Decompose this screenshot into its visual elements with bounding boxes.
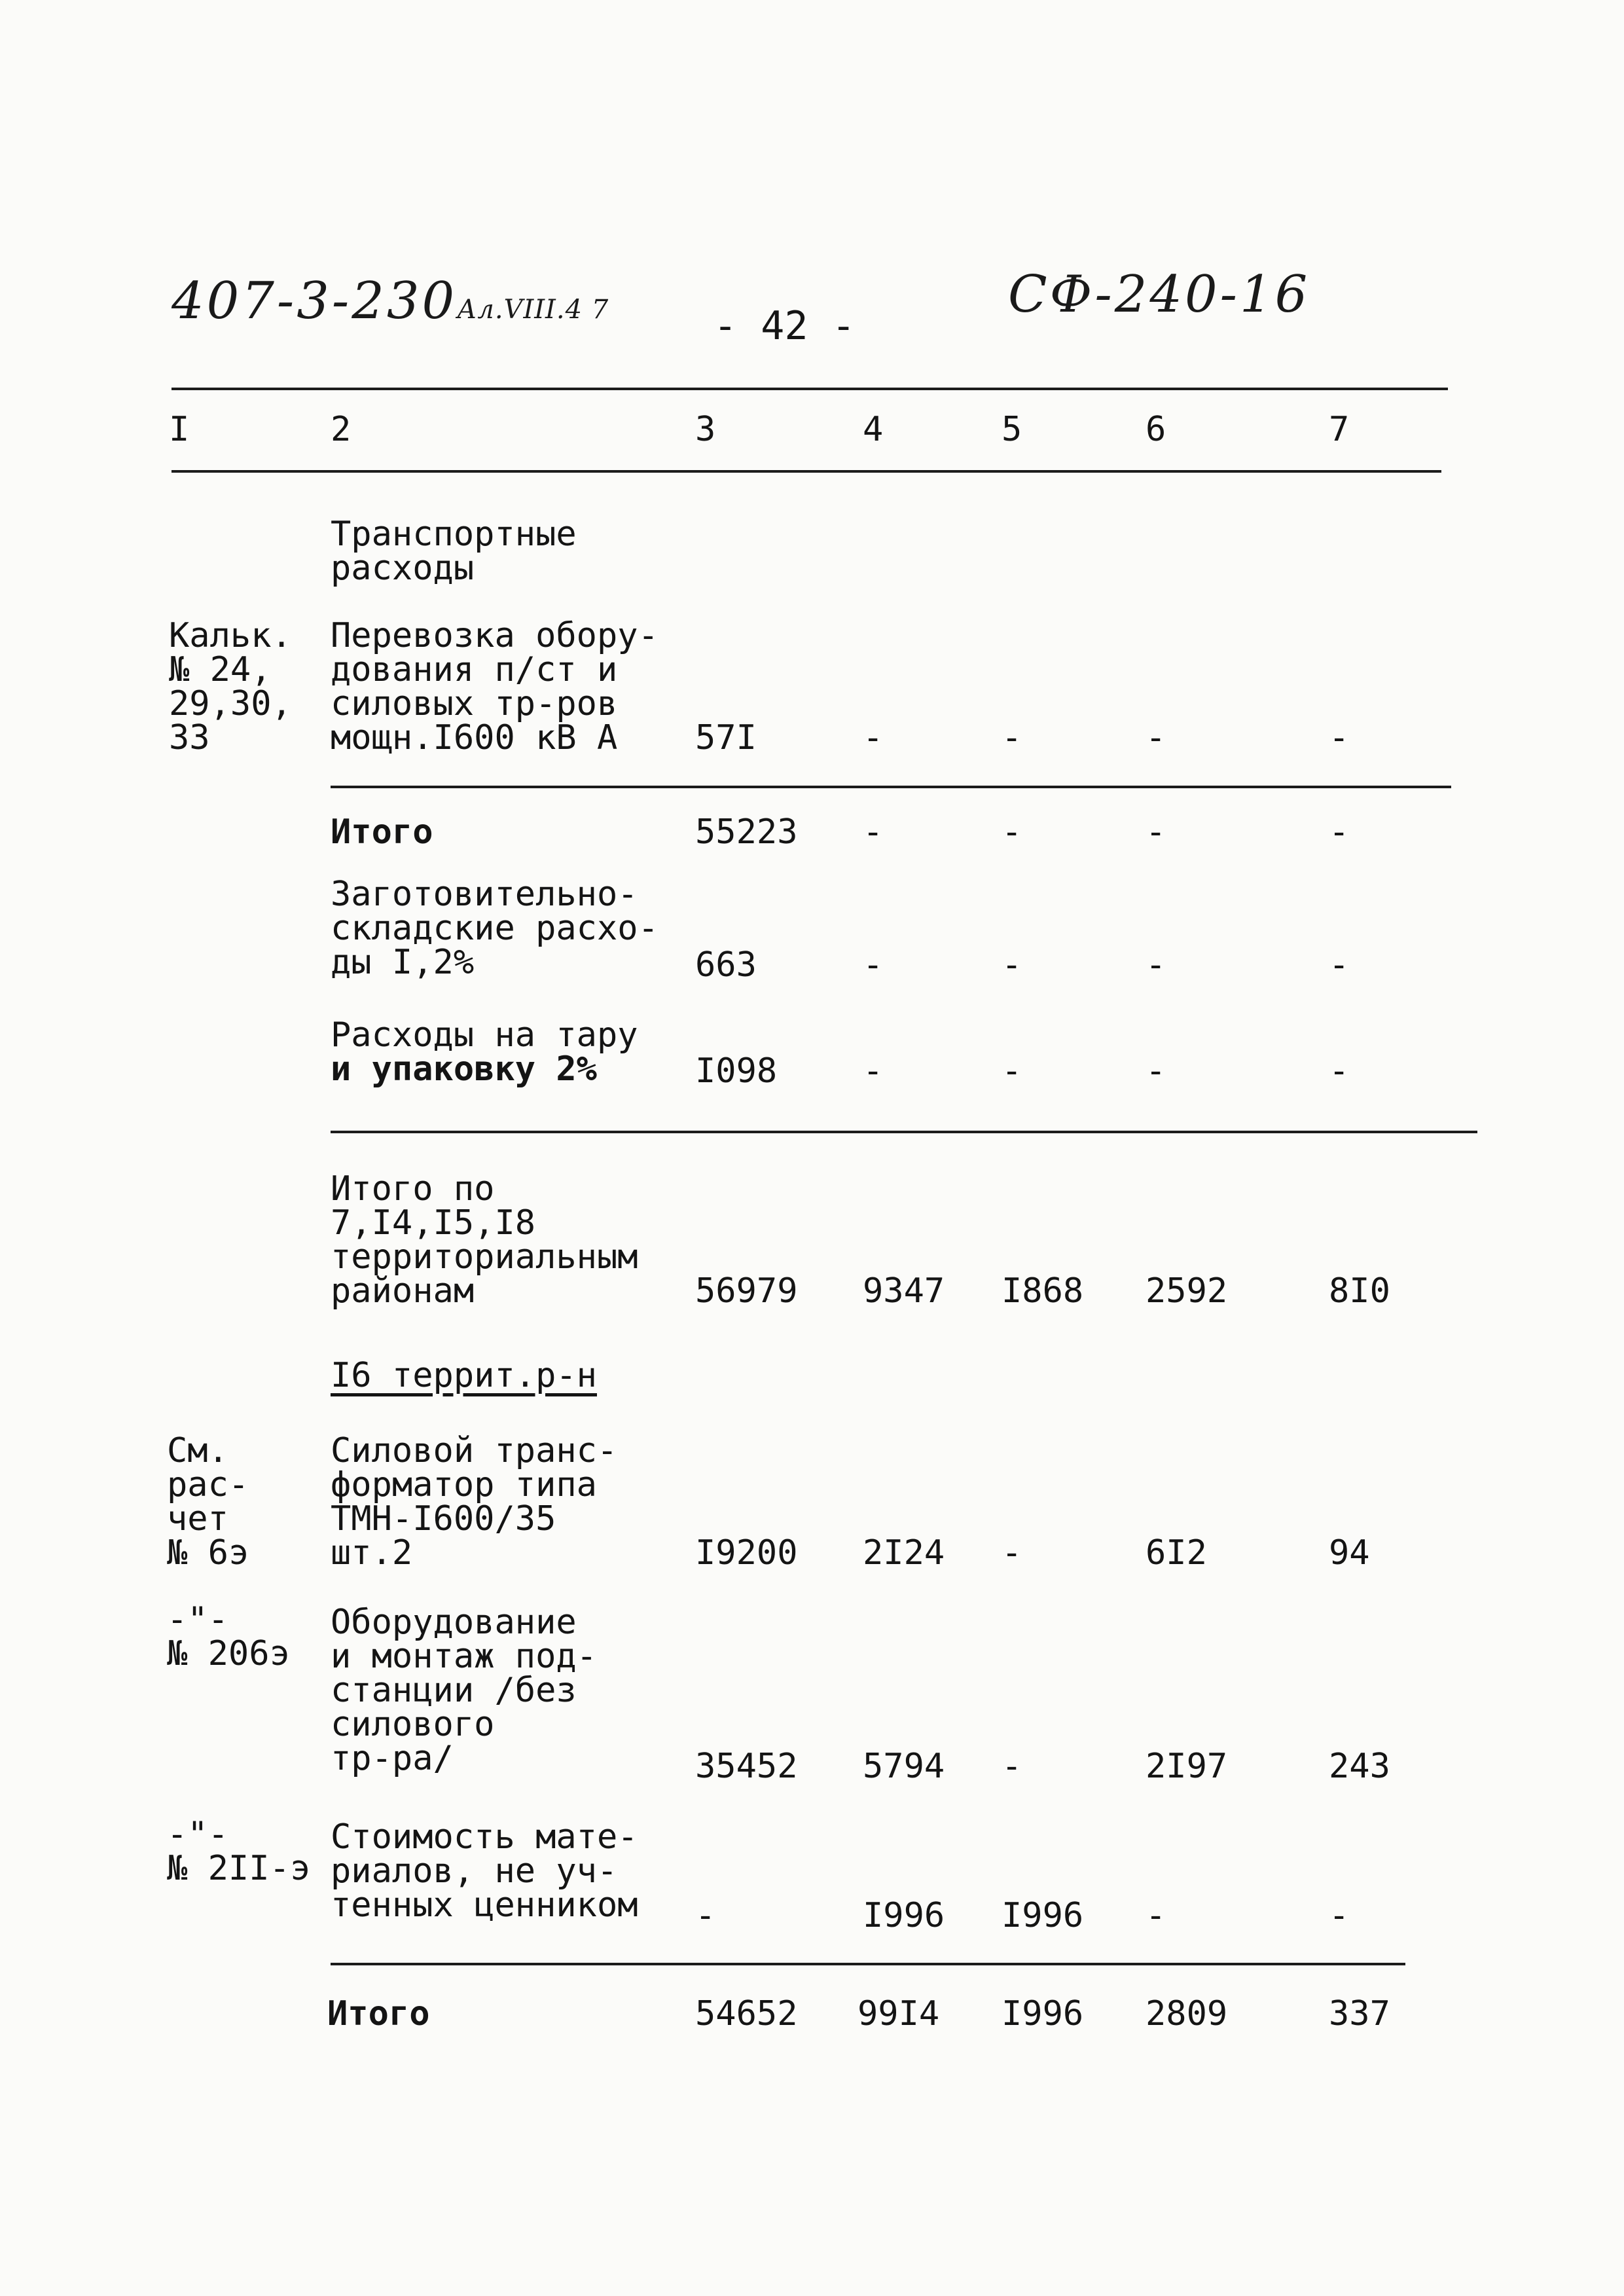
cell-col6: 2I97 bbox=[1146, 1747, 1228, 1786]
cell-col6: - bbox=[1146, 718, 1166, 757]
column-header: 2 bbox=[331, 410, 352, 449]
cell-col6: - bbox=[1146, 1051, 1166, 1091]
album-reference: Ал.VIII.4 7 bbox=[457, 295, 609, 325]
cell-col7: - bbox=[1329, 1051, 1350, 1091]
row-description-line: мощн.I600 кВ А bbox=[331, 718, 618, 757]
cell-col7: - bbox=[1329, 1896, 1350, 1935]
row-description-line: дования п/ст и bbox=[331, 650, 618, 689]
cell-col7: 94 bbox=[1329, 1533, 1370, 1573]
row-description-line: тр-ра/ bbox=[331, 1739, 454, 1778]
row-description-line: Оборудование bbox=[331, 1603, 577, 1642]
cell-col3: 35452 bbox=[695, 1747, 798, 1786]
row-reference-line: 29,30, bbox=[169, 684, 292, 723]
row-description-line: районам bbox=[331, 1271, 475, 1311]
row-reference-line: 33 bbox=[169, 718, 210, 757]
section-rule bbox=[331, 1131, 1477, 1133]
cell-col5: - bbox=[1001, 945, 1022, 985]
cell-col7: - bbox=[1329, 812, 1350, 852]
cell-col6: - bbox=[1146, 812, 1166, 852]
table-header-rule bbox=[171, 470, 1441, 473]
row-description-line: Перевозка обору- bbox=[331, 616, 659, 655]
row-description-line: форматор типа bbox=[331, 1465, 597, 1504]
cell-col5: I868 bbox=[1001, 1271, 1084, 1311]
cell-col3: 55223 bbox=[695, 812, 798, 852]
cell-col3: 56979 bbox=[695, 1271, 798, 1311]
cell-col4: 2I24 bbox=[863, 1533, 945, 1573]
total-rule bbox=[331, 1963, 1405, 1965]
row-description-line: Итого bbox=[327, 1994, 430, 2033]
cell-col6: - bbox=[1146, 945, 1166, 985]
row-description-line: территориальным bbox=[331, 1237, 638, 1277]
cell-col6: 6I2 bbox=[1146, 1533, 1207, 1573]
row-reference-line: Кальк. bbox=[169, 616, 292, 655]
row-reference-line: -"- bbox=[167, 1600, 228, 1639]
row-description-line: Стоимость мате- bbox=[331, 1817, 638, 1857]
cell-col5: - bbox=[1001, 1747, 1022, 1786]
cell-col5: - bbox=[1001, 1051, 1022, 1091]
cell-col5: I996 bbox=[1001, 1896, 1084, 1935]
document-code: 407-3-230 bbox=[171, 272, 458, 331]
cell-col5: - bbox=[1001, 1533, 1022, 1573]
row-reference-line: рас- bbox=[167, 1465, 249, 1504]
cell-col7: - bbox=[1329, 945, 1350, 985]
subtotal-rule bbox=[331, 786, 1451, 788]
row-reference-line: № 2II-э bbox=[167, 1849, 311, 1888]
row-description-line: и монтаж под- bbox=[331, 1637, 597, 1676]
row-description-line: риалов, не уч- bbox=[331, 1851, 618, 1891]
column-header: I bbox=[169, 410, 190, 449]
row-reference-line: № 206э bbox=[167, 1634, 290, 1673]
cell-col7: 337 bbox=[1329, 1994, 1390, 2033]
column-header: 5 bbox=[1001, 410, 1022, 449]
cell-col4: - bbox=[863, 718, 884, 757]
row-description-line: ТМН-I600/35 bbox=[331, 1499, 556, 1539]
cell-col5: - bbox=[1001, 812, 1022, 852]
row-description-line: 7,I4,I5,I8 bbox=[331, 1203, 536, 1243]
cell-col3: I098 bbox=[695, 1051, 778, 1091]
cell-col3: 54652 bbox=[695, 1994, 798, 2033]
row-description-line: и упаковку 2% bbox=[331, 1049, 597, 1089]
row-description-line: тенных ценником bbox=[331, 1886, 638, 1925]
row-description-line: Расходы на тару bbox=[331, 1015, 638, 1055]
cell-col6: 2809 bbox=[1146, 1994, 1228, 2033]
column-header: 3 bbox=[695, 410, 716, 449]
row-description-line: Итого bbox=[331, 812, 433, 852]
page-number: - 42 - bbox=[713, 303, 856, 349]
section-heading: I6 террит.р-н bbox=[331, 1356, 597, 1395]
row-description-line: расходы bbox=[331, 549, 475, 588]
row-description-line: Силовой транс- bbox=[331, 1431, 618, 1470]
row-description-line: Транспортные bbox=[331, 515, 577, 554]
row-reference-line: чет bbox=[167, 1499, 228, 1539]
column-header: 4 bbox=[863, 410, 884, 449]
cell-col6: 2592 bbox=[1146, 1271, 1228, 1311]
cell-col4: 99I4 bbox=[857, 1994, 940, 2033]
row-reference-line: -"- bbox=[167, 1815, 228, 1854]
cell-col3: 663 bbox=[695, 945, 757, 985]
cell-col7: 243 bbox=[1329, 1747, 1390, 1786]
row-description-line: силового bbox=[331, 1705, 495, 1744]
column-header: 6 bbox=[1146, 410, 1166, 449]
cell-col6: - bbox=[1146, 1896, 1166, 1935]
row-reference-line: См. bbox=[167, 1431, 228, 1470]
row-description-line: шт.2 bbox=[331, 1533, 413, 1573]
row-description-line: станции /без bbox=[331, 1671, 577, 1710]
row-description-line: ды I,2% bbox=[331, 943, 475, 982]
document-code-right: СФ-240-16 bbox=[1008, 265, 1310, 324]
document-code-left bbox=[171, 272, 609, 336]
cell-col4: I996 bbox=[863, 1896, 945, 1935]
row-reference-line: № 24, bbox=[169, 650, 272, 689]
cell-col4: - bbox=[863, 945, 884, 985]
cell-col5: - bbox=[1001, 718, 1022, 757]
row-reference-line: № 6э bbox=[167, 1533, 249, 1573]
cell-col4: - bbox=[863, 812, 884, 852]
column-header: 7 bbox=[1329, 410, 1350, 449]
cell-col3: - bbox=[695, 1896, 716, 1935]
table-top-rule bbox=[171, 388, 1448, 390]
cell-col5: I996 bbox=[1001, 1994, 1084, 2033]
row-description-line: складские расхо- bbox=[331, 909, 659, 948]
row-description-line: Итого по bbox=[331, 1169, 495, 1209]
row-description-line: Заготовительно- bbox=[331, 875, 638, 914]
cell-col3: 57I bbox=[695, 718, 757, 757]
cell-col7: - bbox=[1329, 718, 1350, 757]
cell-col4: 5794 bbox=[863, 1747, 945, 1786]
cell-col3: I9200 bbox=[695, 1533, 798, 1573]
cell-col4: - bbox=[863, 1051, 884, 1091]
cell-col7: 8I0 bbox=[1329, 1271, 1390, 1311]
row-description-line: силовых тр-ров bbox=[331, 684, 618, 723]
cell-col4: 9347 bbox=[863, 1271, 945, 1311]
